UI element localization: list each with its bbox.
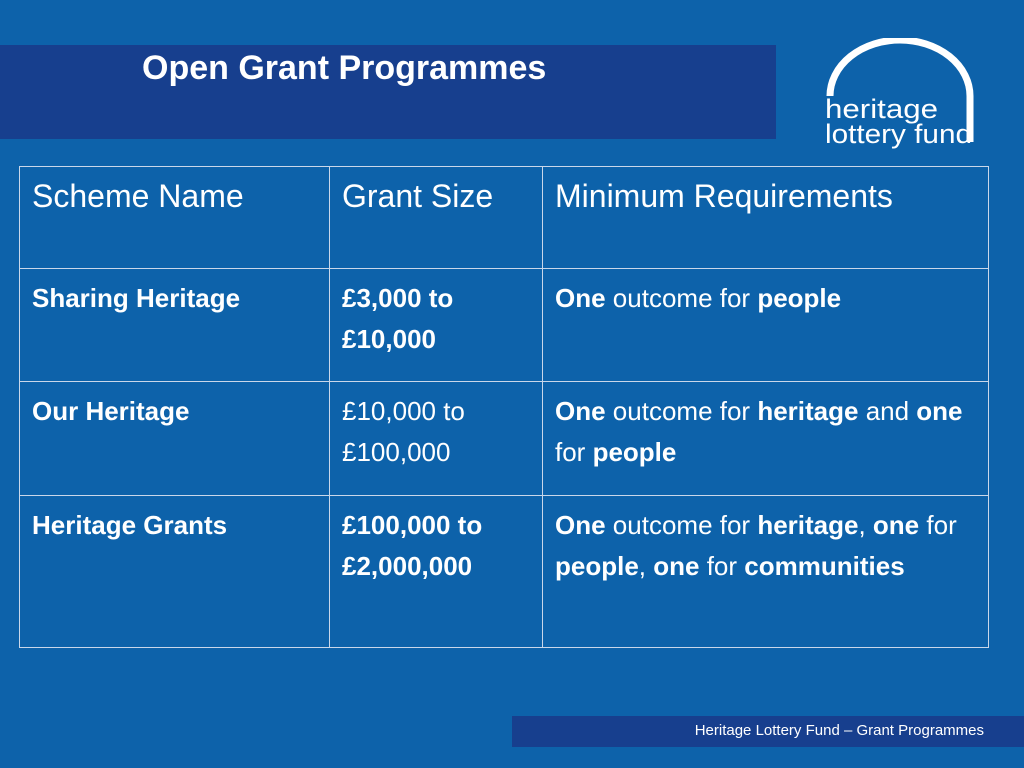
requirements-cell	[543, 496, 989, 648]
emphasis-text: One	[555, 510, 606, 540]
scheme-name-cell: Sharing Heritage	[20, 269, 330, 382]
requirement-text: outcome for	[605, 510, 758, 540]
requirement-text: outcome for	[605, 396, 758, 426]
requirement-text: for	[555, 437, 593, 467]
emphasis-text: people	[592, 437, 677, 467]
column-header-grant-size: Grant Size	[330, 167, 543, 269]
table-row	[20, 496, 989, 648]
footer-band	[512, 716, 1024, 747]
scheme-name-cell: Heritage Grants	[20, 496, 330, 648]
grant-size-cell: £3,000 to £10,000	[330, 269, 543, 382]
table-header-row	[20, 167, 989, 269]
slide-title: Open Grant Programmes	[142, 49, 547, 87]
requirement-text: for	[699, 551, 745, 581]
emphasis-text: people	[757, 283, 842, 313]
requirements-cell	[543, 269, 989, 382]
scheme-name-cell: Our Heritage	[20, 382, 330, 496]
requirement-text: ,	[638, 551, 654, 581]
requirement-text: for	[919, 510, 957, 540]
table-row	[20, 269, 989, 382]
emphasis-text: One	[555, 396, 606, 426]
grant-programmes-table	[19, 166, 989, 648]
column-header-scheme-name: Scheme Name	[20, 167, 330, 269]
emphasis-text: one	[872, 510, 920, 540]
emphasis-text: one	[653, 551, 700, 581]
requirement-text: and	[858, 396, 917, 426]
requirements-cell	[543, 382, 989, 496]
emphasis-text: heritage	[757, 396, 859, 426]
logo-text-heritage: heritage	[825, 94, 938, 124]
emphasis-text: communities	[744, 551, 905, 581]
column-header-minimum-requirements: Minimum Requirements	[543, 167, 989, 269]
emphasis-text: people	[555, 551, 639, 581]
footer-text: Heritage Lottery Fund – Grant Programmes	[694, 722, 984, 739]
table-row	[20, 382, 989, 496]
requirement-text: outcome for	[605, 283, 758, 313]
emphasis-text: One	[555, 283, 606, 313]
logo-text-lottery-fund: lottery fund	[825, 119, 972, 149]
grant-size-cell: £10,000 to £100,000	[330, 382, 543, 496]
requirement-text: ,	[858, 510, 873, 540]
emphasis-text: one	[916, 396, 963, 426]
grant-size-cell: £100,000 to £2,000,000	[330, 496, 543, 648]
emphasis-text: heritage	[757, 510, 859, 540]
heritage-lottery-fund-logo	[822, 38, 982, 150]
